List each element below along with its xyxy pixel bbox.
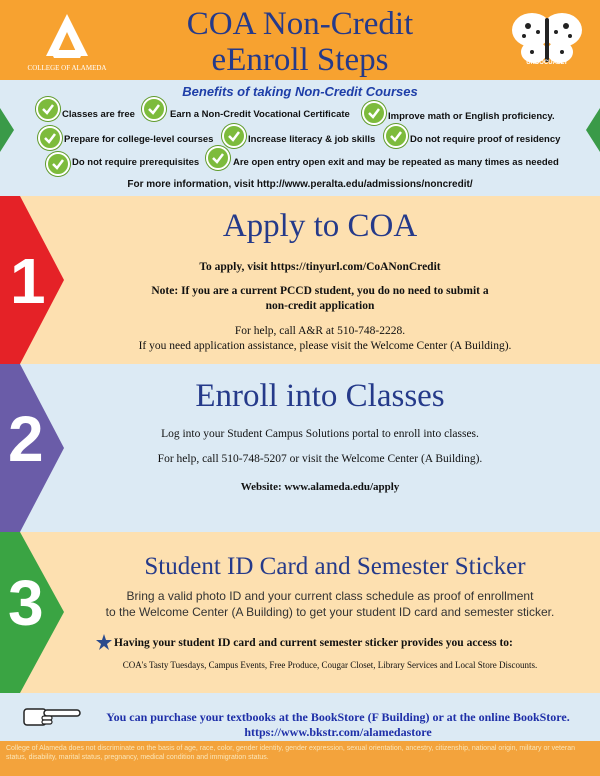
bookstore-text — [88, 710, 588, 740]
more-info-link-text: For more information, visit http://www.peralta.edu/admissions/noncredit/ — [127, 179, 473, 190]
step-3-line-4: COA's Tasty Tuesdays, Campus Events, Free Produce, Cougar Closet, Library Services and Local Store Discounts. — [122, 660, 538, 670]
left-arrow-decoration — [0, 108, 14, 152]
benefit-item: Earn a Non-Credit Vocational Certificate — [170, 109, 350, 120]
college-logo-text: COLLEGE OF ALAMEDA — [27, 64, 107, 72]
check-icon — [362, 101, 386, 125]
step-2-line-1: Log into your Student Campus Solutions portal to enroll into classes. — [161, 428, 479, 440]
undocually-label: UNDOCUALLY — [526, 60, 568, 66]
benefit-item: Do not require proof of residency — [410, 134, 561, 145]
step-2-line-2: For help, call 510-748-5207 or visit the Welcome Center (A Building). — [157, 453, 483, 465]
benefit-item: Do not require prerequisites — [72, 157, 200, 168]
check-icon — [142, 97, 166, 121]
benefit-item: Increase literacy & job skills — [248, 134, 376, 145]
check-icon — [36, 97, 60, 121]
non-discrimination-disclaimer: College of Alameda does not discriminate on the basis of age, race, color, gender identity, gender expression, sexual orientation, ancestry, citizenship, national origin, military or veteran status, disability, marital status, pregnancy, medical condition and immigration status. — [6, 745, 575, 761]
step-1-line-1: To apply, visit https://tinyurl.com/CoANonCredit — [199, 261, 441, 273]
star-icon — [96, 634, 112, 655]
step-2-line-3: Website: www.alameda.edu/apply — [240, 481, 400, 493]
pointing-hand-icon — [22, 703, 84, 734]
step-3-number: 3 — [8, 567, 44, 639]
check-icon — [206, 146, 230, 170]
check-icon — [222, 124, 246, 148]
check-icon — [38, 126, 62, 150]
check-icon — [384, 124, 408, 148]
benefit-item: Classes are free — [62, 109, 135, 120]
bookstore-line-1: You can purchase your textbooks at the BookStore (F Building) or at the online BookStore. — [106, 710, 570, 724]
title-line-2: eEnroll Steps — [211, 42, 389, 78]
step-1-title: Apply to COA — [222, 208, 418, 244]
title-line-1: COA Non-Credit — [186, 6, 414, 42]
step-1-line-5: If you need application assistance, please visit the Welcome Center (A Building). — [138, 340, 512, 352]
step-1-line-2: Note: If you are a current PCCD student, you do no need to submit a — [151, 285, 489, 297]
right-arrow-decoration — [586, 108, 600, 152]
benefits-title: Benefits of taking Non-Credit Courses — [182, 84, 418, 99]
step-1-number: 1 — [10, 245, 46, 317]
check-icon — [46, 152, 70, 176]
step-1-line-4: For help, call A&R at 510-748-2228. — [234, 325, 406, 337]
bookstore-link[interactable]: https://www.bkstr.com/alamedastore — [244, 725, 432, 739]
benefit-item: Prepare for college-level courses — [64, 134, 214, 145]
step-3-title: Student ID Card and Semester Sticker — [144, 553, 526, 580]
step-3-line-3: Having your student ID card and current semester sticker provides you access to: — [114, 637, 513, 649]
step-3-line-2: to the Welcome Center (A Building) to get your student ID card and semester sticker. — [105, 605, 555, 619]
step-2-title: Enroll into Classes — [195, 378, 445, 414]
step-2-number: 2 — [8, 403, 44, 475]
benefit-item: Improve math or English proficiency. — [388, 111, 555, 122]
step-1-line-3: non-credit application — [265, 300, 375, 312]
step-3-line-1: Bring a valid photo ID and your current class schedule as proof of enrollment — [126, 589, 534, 603]
benefit-item: Are open entry open exit and may be repeated as many times as needed — [233, 157, 559, 168]
